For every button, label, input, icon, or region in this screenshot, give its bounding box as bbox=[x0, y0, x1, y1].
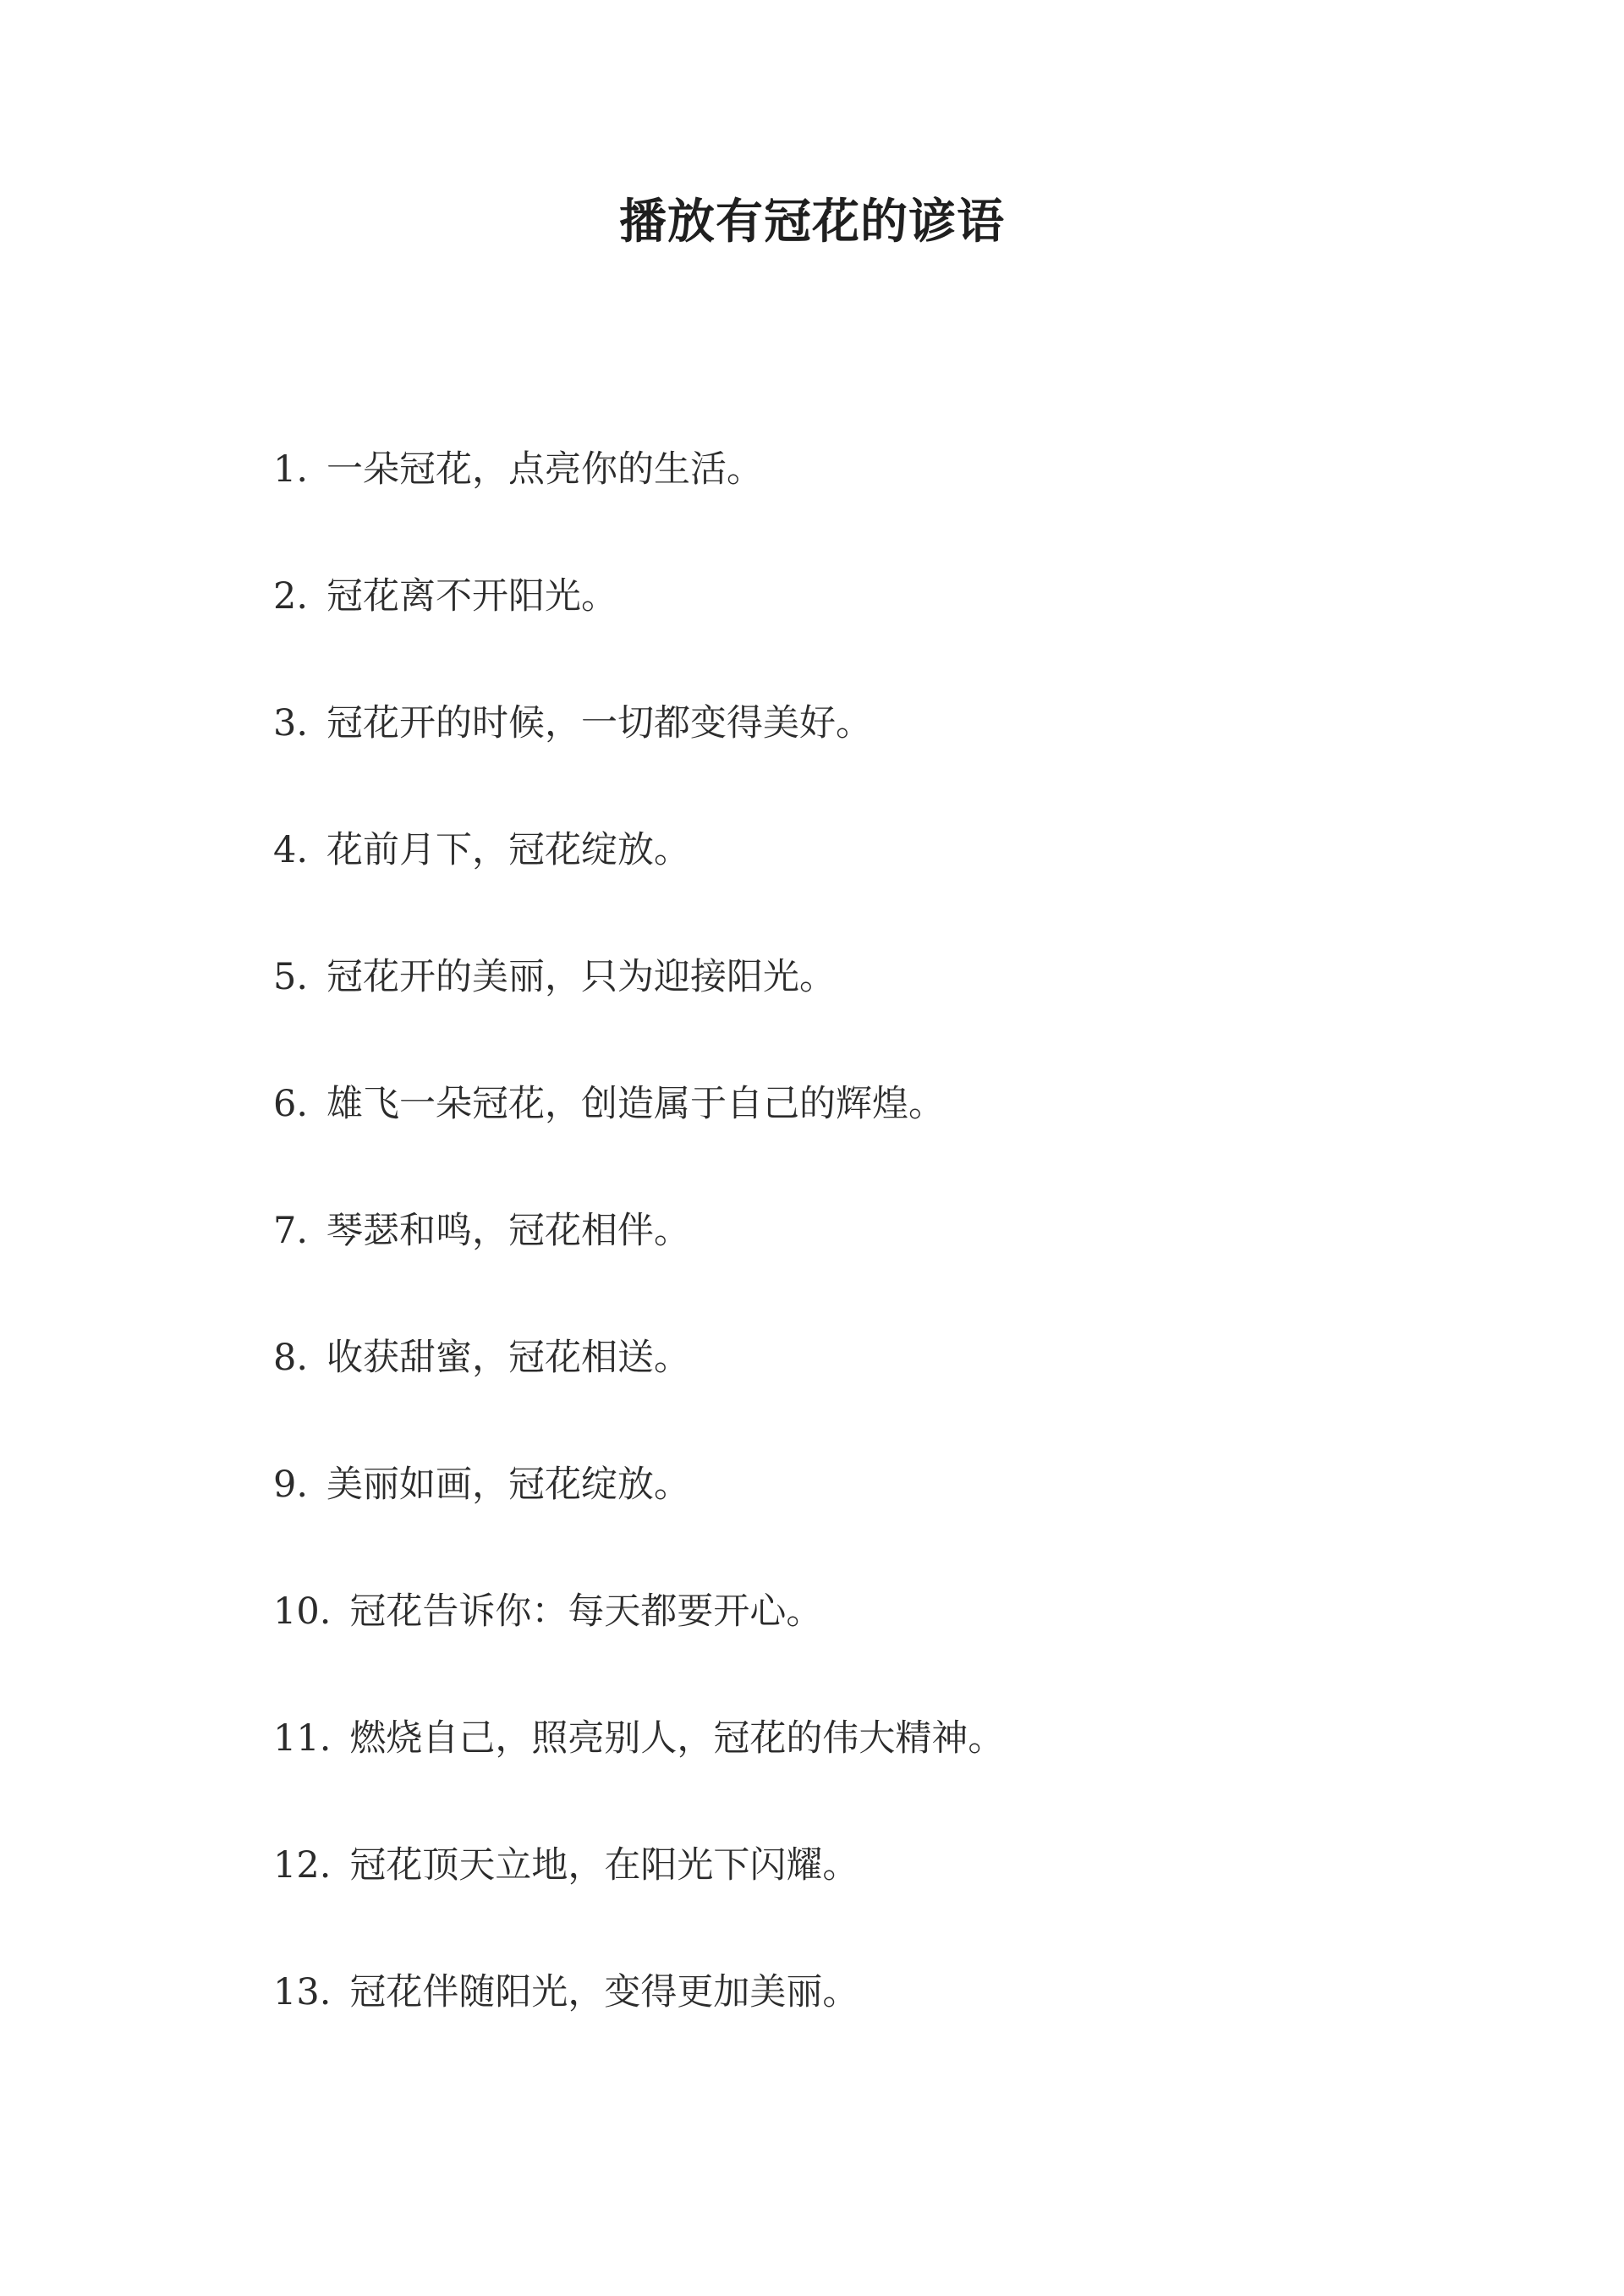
item-number: 6. bbox=[273, 1083, 309, 1125]
item-number: 4. bbox=[273, 829, 309, 871]
item-number: 3. bbox=[273, 702, 309, 744]
item-number: 1. bbox=[273, 448, 309, 491]
list-item bbox=[273, 1709, 1457, 1836]
list-item bbox=[273, 567, 1457, 694]
item-text: 燃烧自己，照亮别人，冠花的伟大精神。 bbox=[349, 1717, 1005, 1760]
item-text: 冠花伴随阳光，变得更加美丽。 bbox=[349, 1971, 859, 2013]
list-item bbox=[273, 1201, 1457, 1328]
item-number: 9. bbox=[273, 1464, 309, 1506]
item-number: 10. bbox=[273, 1590, 332, 1633]
item-text: 雄飞一朵冠花，创造属于自己的辉煌。 bbox=[326, 1083, 946, 1125]
list-item bbox=[273, 1836, 1457, 1963]
item-number: 8. bbox=[273, 1337, 309, 1379]
item-number: 5. bbox=[273, 956, 309, 998]
item-text: 一朵冠花，点亮你的生活。 bbox=[326, 448, 764, 491]
page-title: 播放有冠花的谚语 bbox=[619, 194, 1005, 250]
list-item bbox=[273, 694, 1457, 821]
list-item bbox=[273, 1455, 1457, 1582]
item-text: 美丽如画，冠花绽放。 bbox=[326, 1464, 691, 1506]
list-item bbox=[273, 440, 1457, 567]
list-item bbox=[273, 821, 1457, 948]
list-item bbox=[273, 948, 1457, 1074]
item-number: 7. bbox=[273, 1210, 309, 1252]
proverb-list bbox=[273, 440, 1457, 2090]
item-number: 2. bbox=[273, 575, 309, 618]
list-item bbox=[273, 1582, 1457, 1709]
item-number: 12. bbox=[273, 1844, 332, 1887]
list-item bbox=[273, 1074, 1457, 1201]
item-text: 琴瑟和鸣，冠花相伴。 bbox=[326, 1210, 691, 1252]
item-text: 冠花开的时候，一切都变得美好。 bbox=[326, 702, 873, 744]
item-text: 花前月下，冠花绽放。 bbox=[326, 829, 691, 871]
list-item bbox=[273, 1963, 1457, 2090]
item-text: 冠花离不开阳光。 bbox=[326, 575, 618, 618]
item-text: 收获甜蜜，冠花相送。 bbox=[326, 1337, 691, 1379]
item-text: 冠花开的美丽，只为迎接阳光。 bbox=[326, 956, 837, 998]
list-item bbox=[273, 1328, 1457, 1455]
item-number: 11. bbox=[273, 1717, 332, 1760]
item-text: 冠花告诉你：每天都要开心。 bbox=[349, 1590, 823, 1633]
item-text: 冠花顶天立地，在阳光下闪耀。 bbox=[349, 1844, 859, 1887]
item-number: 13. bbox=[273, 1971, 332, 2013]
